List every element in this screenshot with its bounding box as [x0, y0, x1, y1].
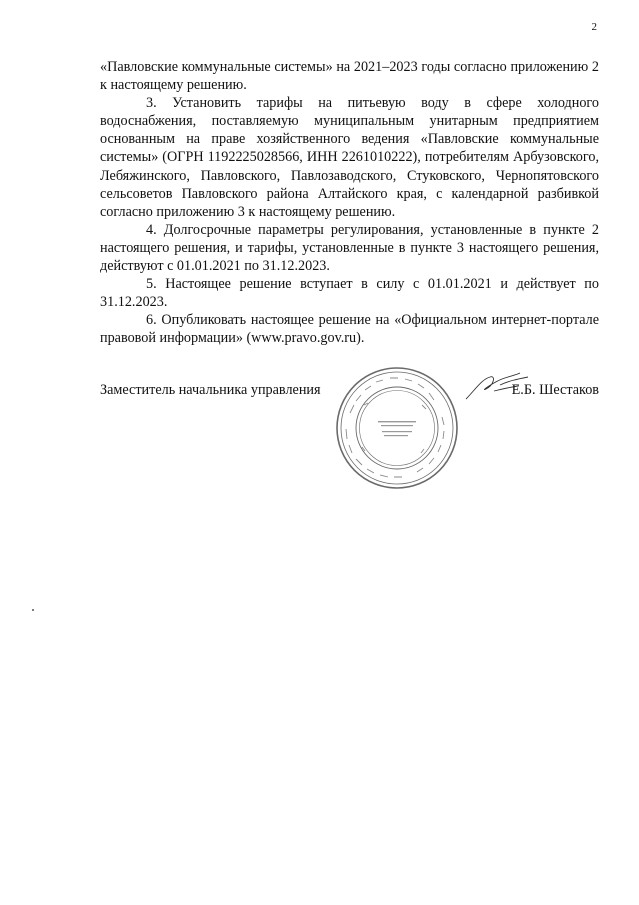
page-number: 2 — [591, 21, 597, 33]
paragraph: 4. Долгосрочные параметры регулирования, установленные в пункте 2 настоящего решения, и тарифы, установленные в пункте 3 настоящего решения, действуют с 01.01.2021 по 31.12.2023. — [100, 221, 599, 275]
document-body — [100, 58, 599, 348]
paragraph: 5. Настоящее решение вступает в силу с 01.01.2021 и действует по 31.12.2023. — [100, 276, 599, 311]
signer-name: Е.Б. Шестаков — [511, 382, 599, 398]
signature-block — [100, 381, 599, 401]
paragraph: 3. Установить тарифы на питьевую воду в сфере холодного водоснабжения, поставляемую муниципальным унитарным предприятием основанным на праве хозяйственного ведения «Павловские коммунальные системы» (ОГРН 1192225028566, ИНН 2261010222), потребителям Арбузовского, Лебяжинского, Павловского, Павлозаводского, Стуковского, Чернопятовского сельсоветов Павловского района Алтайского края, с календарной разбивкой согласно приложению 3 к настоящему решению. — [100, 95, 599, 220]
signer-position: Заместитель начальника управления — [100, 382, 321, 398]
paragraph: «Павловские коммунальные системы» на 2021–2023 годы согласно приложению 2 к настоящему решению. — [100, 59, 599, 94]
stray-mark — [32, 609, 34, 611]
paragraph: 6. Опубликовать настоящее решение на «Официальном интернет-портале правовой информации» (www.pravo.gov.ru). — [100, 312, 599, 347]
